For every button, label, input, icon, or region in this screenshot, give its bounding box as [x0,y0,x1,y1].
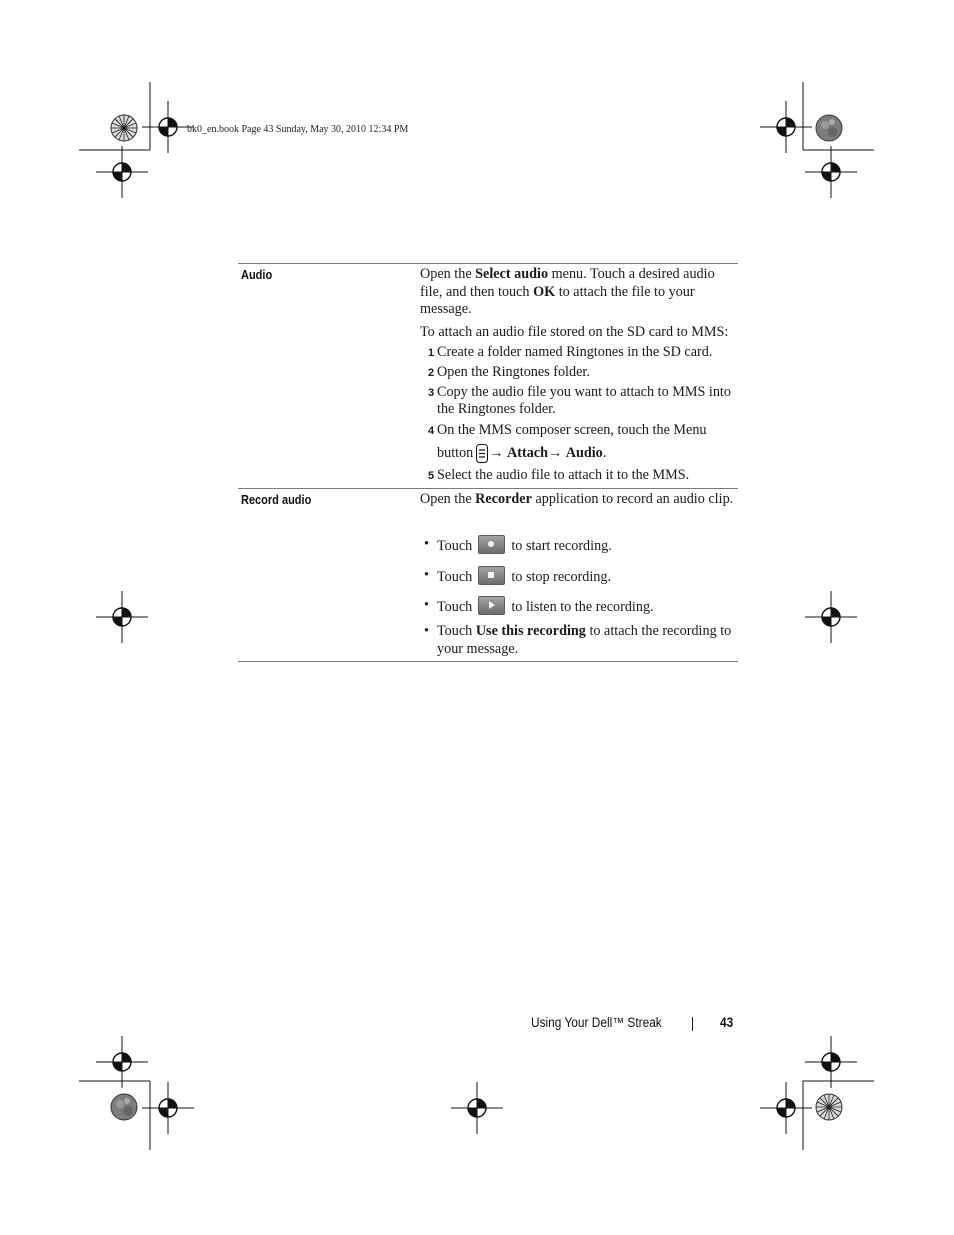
play-button-icon [478,596,505,615]
term-record-audio: Record audio [241,493,312,507]
table-row-divider [238,488,738,489]
stop-button-icon [478,566,505,585]
record-audio-description: Open the Recorder application to record an audio clip. [420,491,734,507]
audio-description: Open the Select audio menu. Touch a desired audio file, and then touch OK to attach the file to your message. [420,266,715,317]
page-number: 43 [720,1015,734,1030]
table-top-rule [238,263,738,264]
record-button-icon [478,535,505,554]
term-audio: Audio [241,268,273,282]
footer-divider [692,1017,693,1031]
book-slug-line: bk0_en.book Page 43 Sunday, May 30, 2010 12:34 PM [187,124,409,135]
footer-title: Using Your Dell™ Streak [531,1015,662,1030]
sd-card-intro: To attach an audio file stored on the SD card to MMS: [420,324,729,340]
table-bottom-rule [238,661,738,662]
menu-button-icon [476,444,488,463]
